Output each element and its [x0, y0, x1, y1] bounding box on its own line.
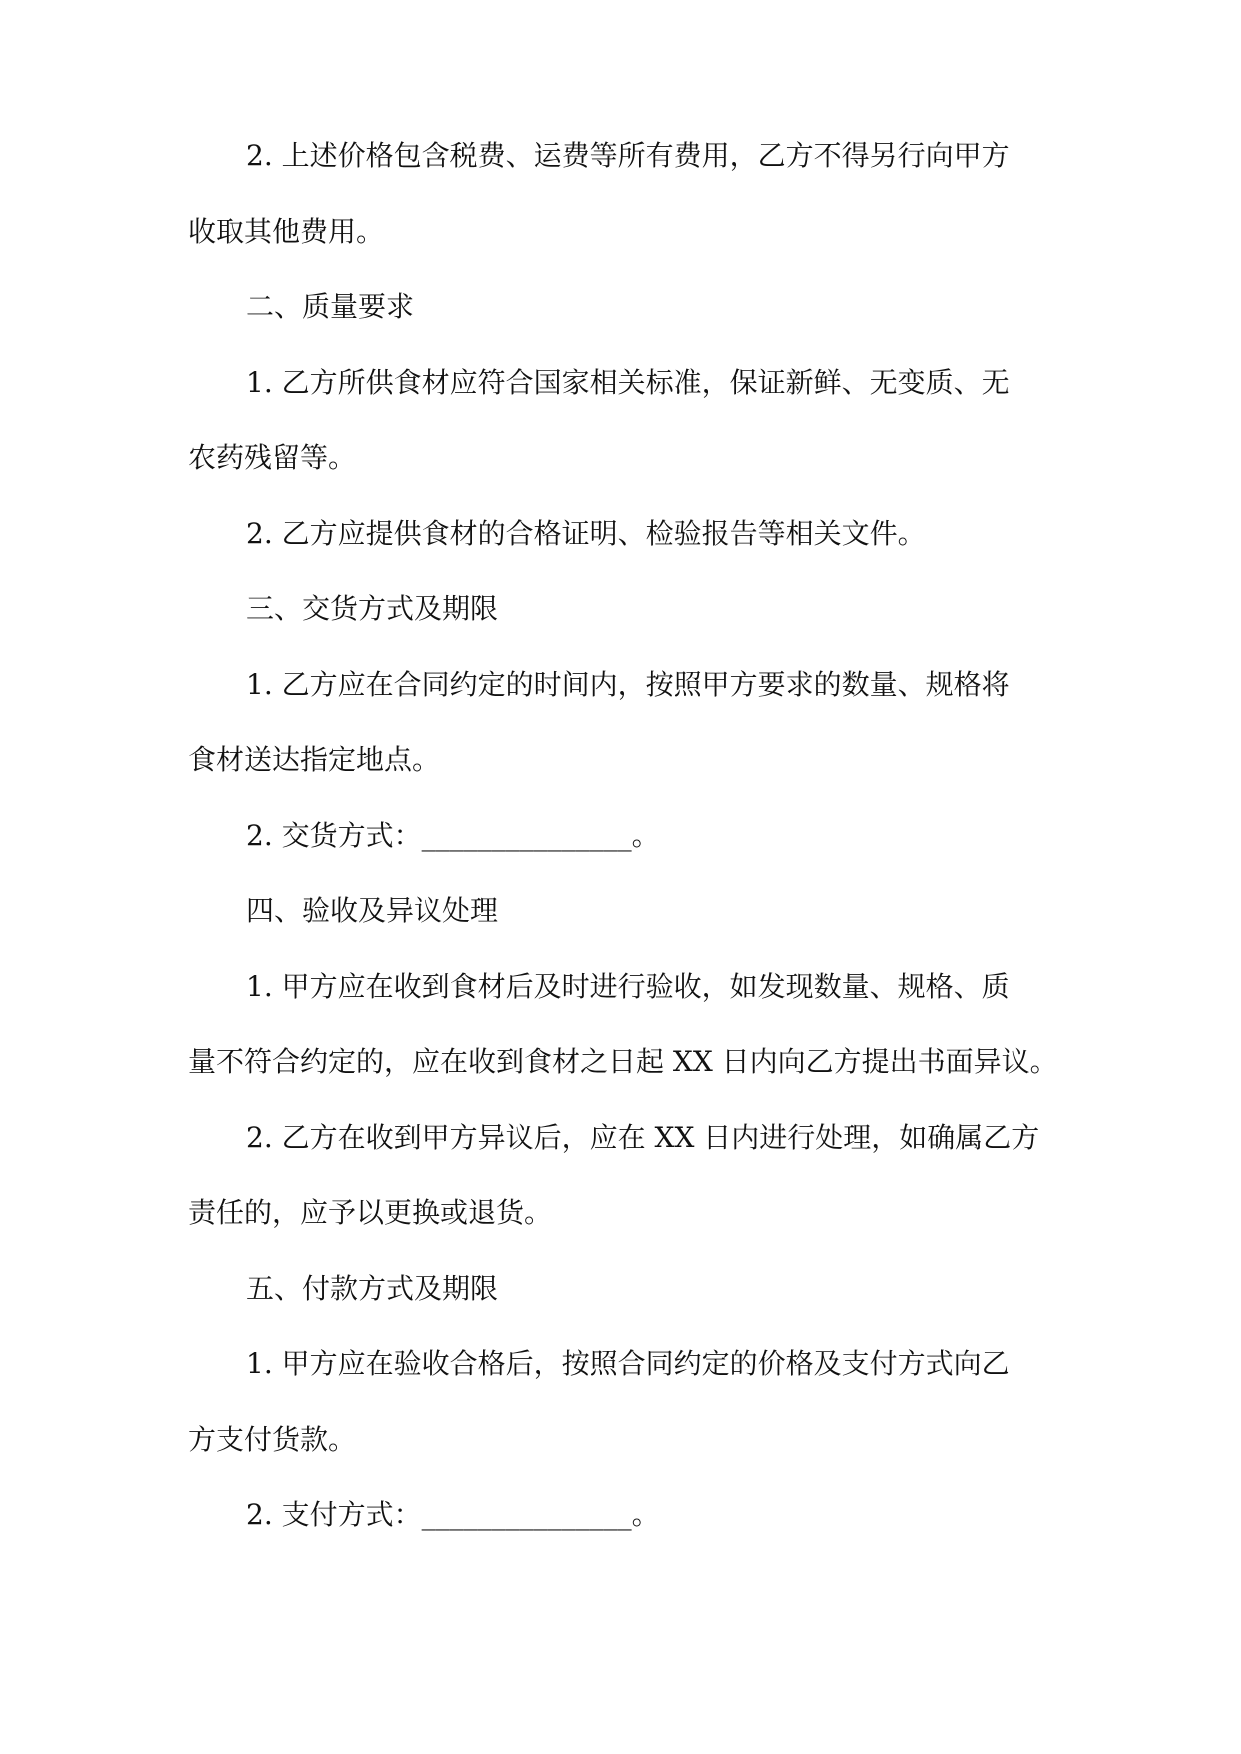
- paragraph-delivery-clause-2: 2. 交货方式：_______________。: [246, 818, 660, 852]
- section-heading-delivery: 三、交货方式及期限: [246, 592, 499, 625]
- section-heading-quality: 二、质量要求: [246, 290, 415, 323]
- paragraph-acceptance-clause-2: 2. 乙方在收到甲方异议后，应在 XX 日内进行处理，如确属乙方: [246, 1120, 1040, 1154]
- paragraph-payment-clause-2: 2. 支付方式：_______________。: [246, 1498, 660, 1531]
- paragraph-price-clause-2-cont: 收取其他费用。: [188, 214, 385, 248]
- section-heading-payment: 五、付款方式及期限: [246, 1271, 499, 1305]
- paragraph-payment-clause-1-cont: 方支付货款。: [188, 1422, 357, 1456]
- paragraph-price-clause-2: 2. 上述价格包含税费、运费等所有费用，乙方不得另行向甲方: [246, 139, 1010, 172]
- paragraph-acceptance-clause-2-cont: 责任的，应予以更换或退货。: [188, 1196, 553, 1229]
- paragraph-payment-clause-1: 1. 甲方应在验收合格后，按照合同约定的价格及支付方式向乙: [246, 1347, 1010, 1380]
- paragraph-quality-clause-1: 1. 乙方所供食材应符合国家相关标准，保证新鲜、无变质、无: [246, 365, 1010, 399]
- paragraph-quality-clause-1-cont: 农药残留等。: [188, 441, 357, 474]
- paragraph-delivery-clause-1: 1. 乙方应在合同约定的时间内，按照甲方要求的数量、规格将: [246, 667, 1010, 701]
- paragraph-quality-clause-2: 2. 乙方应提供食材的合格证明、检验报告等相关文件。: [246, 516, 926, 550]
- paragraph-delivery-clause-1-cont: 食材送达指定地点。: [188, 743, 441, 776]
- paragraph-acceptance-clause-1: 1. 甲方应在收到食材后及时进行验收，如发现数量、规格、质: [246, 969, 1010, 1003]
- section-heading-acceptance: 四、验收及异议处理: [246, 894, 499, 927]
- document-body: [188, 136, 1058, 1571]
- paragraph-acceptance-clause-1-cont: 量不符合约定的，应在收到食材之日起 XX 日内向乙方提出书面异议。: [188, 1045, 1058, 1078]
